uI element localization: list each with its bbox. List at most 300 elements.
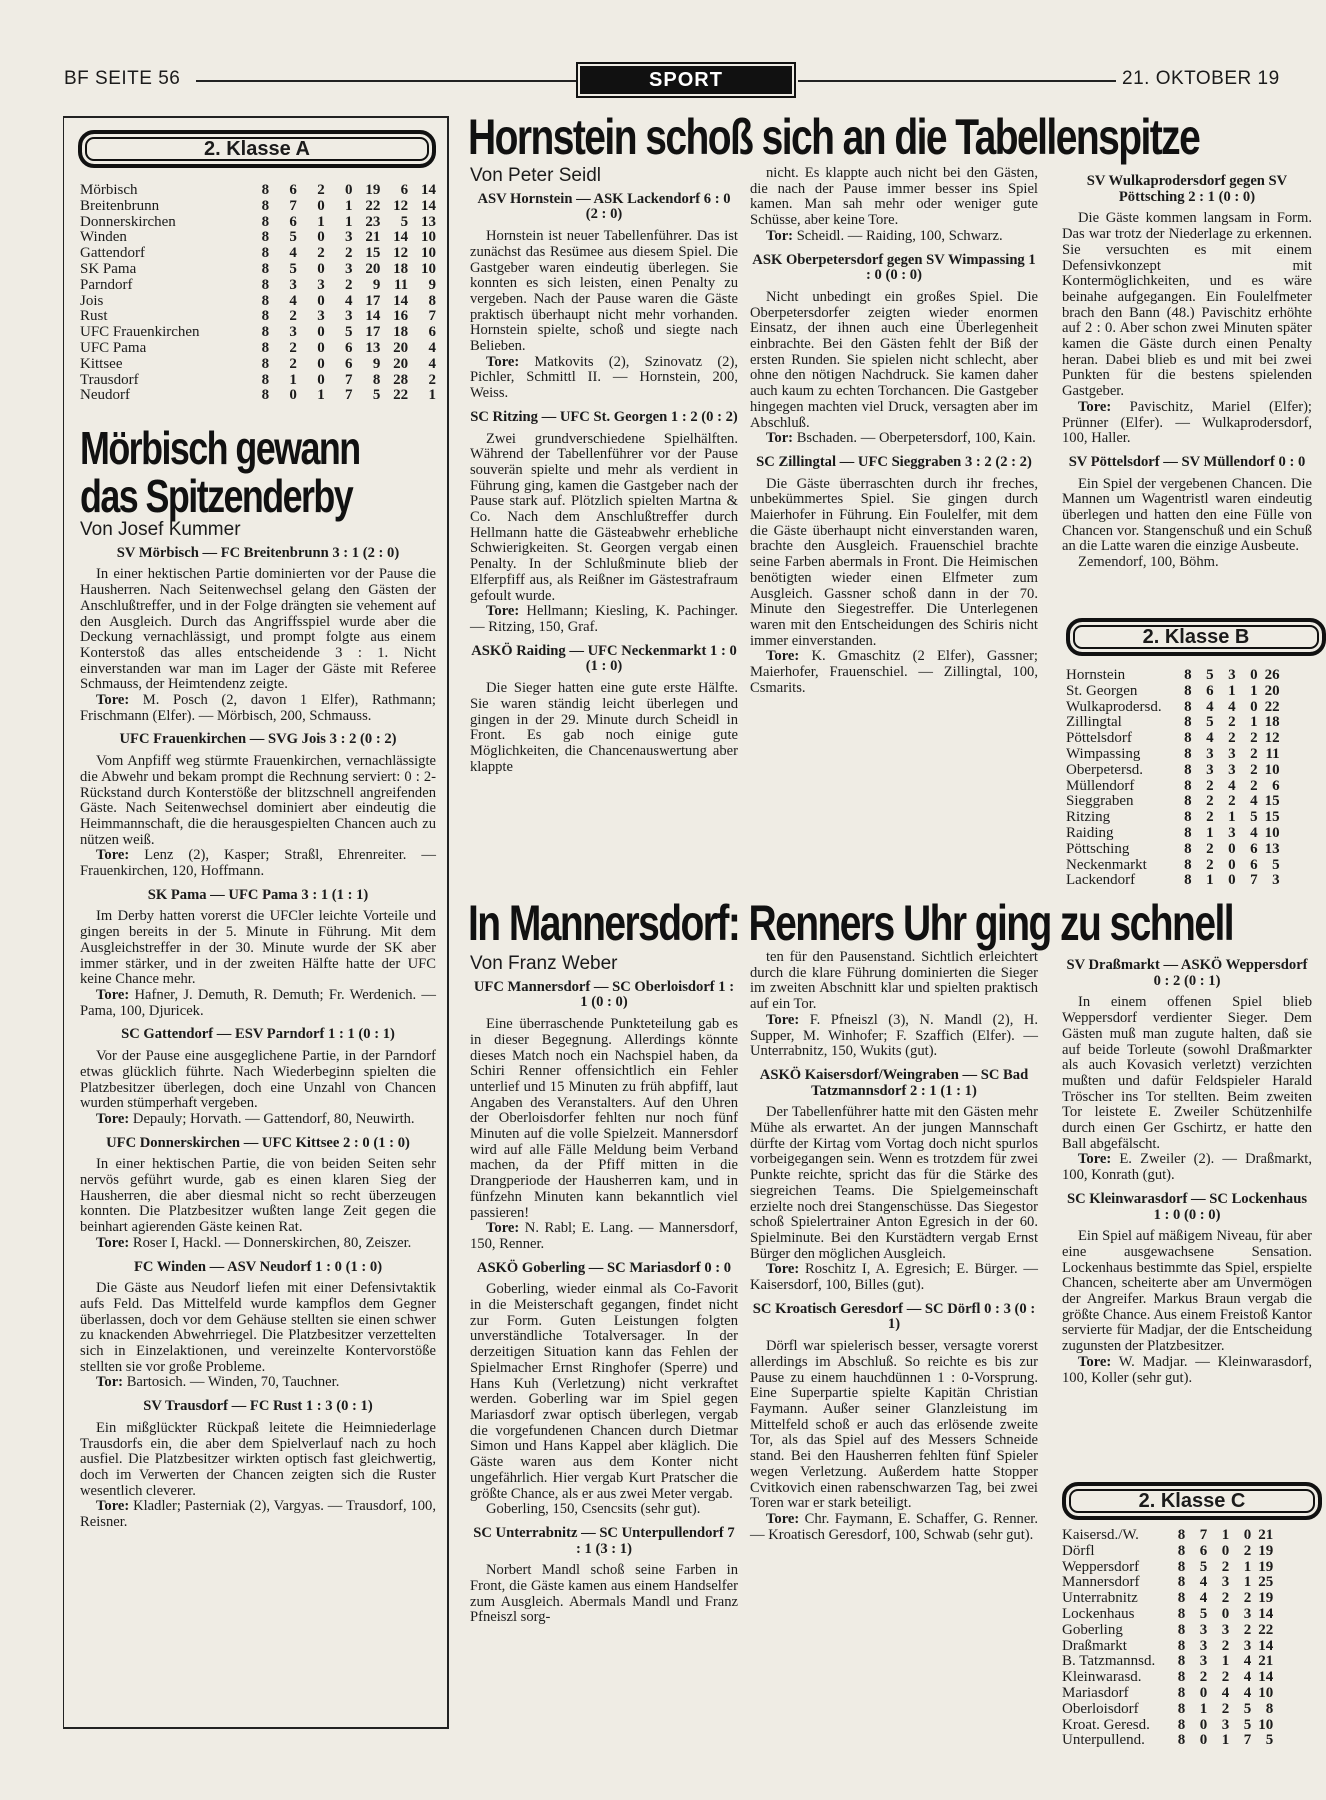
stat-cell: 4 <box>289 245 297 262</box>
stat-cell: 17 <box>365 292 381 309</box>
scorers-text: Chr. Faymann, E. Schaffer, G. Renner. — Kroatisch Geresdorf, 100, Schwab (sehr gut). <box>750 1510 1038 1543</box>
stat-cell: 3 <box>345 229 353 246</box>
stat-cell: 7 <box>289 197 297 214</box>
scorers-line <box>80 693 436 724</box>
scorers-line <box>1062 400 1312 447</box>
scorers-line <box>750 1013 1038 1060</box>
scorers-text: Kladler; Pasterniak (2), Vargyas. — Trausdorf, 100, Reisner. <box>80 1498 436 1531</box>
report-paragraph: Dörfl war spielerisch besser, versagte vorerst allerdings im Abschluß. So reichte es bis zur Pause zu einem hauchdünnen 1 : 0-Vorsprung. Eine Superpartie spielte Kapitän Christian Faymann. Außer seiner Glanzleistung im Mittelfeld schoß er auch das erlösende zweite Tor, als das Spiel auf des Messers Schneide stand. Bei den Hausherren fehlten fünf Spieler wegen Verletzung. Außerdem hatte Stopper Cvitkovich einen rabenschwarzen Tag, bei zwei Toren war er stark beteiligt. <box>750 1338 1038 1512</box>
report-paragraph: Die Sieger hatten eine gute erste Hälfte. Sie waren ständig leicht überlegen und gingen in der 29. Minute durch Scheidl in Front. Es gab noch einige gute Möglichkeiten, die Chancenauswertung aber klappte <box>470 680 738 775</box>
stat-cell: 5 <box>345 324 353 341</box>
match-heading: FC Winden — ASV Neudorf 1 : 0 (1 : 0) <box>133 1258 383 1275</box>
report-paragraph: Der Tabellenführer hatte mit den Gästen mehr Mühe als erwartet. An der jungen Mannschaft dürfte der Kirtag vom Vortag doch nicht spurlos vorbeigegangen sein. Wenn es trotzdem für zwei Punkte reichte, spricht das für die Stärke des siegreichen Teams. Die Spielgemeinschaft erzielte noch drei Stangenschüsse. Das Siegestor schoß Spielertrainer Anton Egresich in der 60. Spielminute. Bei den Kurstädtern vergab Ernst Bürger den möglichen Ausgleich. <box>750 1104 1038 1262</box>
stat-cell: 8 <box>261 260 270 277</box>
stat-cell: 5 <box>289 229 297 246</box>
stat-cell: 2 <box>1228 714 1236 731</box>
team-name: Kroat. Geresd. <box>1062 1716 1150 1733</box>
team-name: Donnerskirchen <box>80 213 176 230</box>
issue-date: 21. OKTOBER 19 <box>1122 68 1280 89</box>
stat-cell: 3 <box>1206 745 1214 762</box>
scorers-line <box>470 604 738 635</box>
standings-row <box>1066 779 1280 795</box>
scorers-line <box>1062 1355 1312 1386</box>
stat-cell: 5 <box>1250 809 1258 826</box>
stat-cell: 8 <box>1184 761 1192 778</box>
stat-cell: 8 <box>1184 856 1192 873</box>
stat-cell: 0 <box>1228 856 1236 873</box>
stat-cell: 10 <box>1264 824 1280 841</box>
stat-cell: 8 <box>1177 1716 1186 1733</box>
stat-cell: 6 <box>289 182 297 198</box>
stat-cell: 3 <box>317 308 325 325</box>
stat-cell: 7 <box>345 387 353 404</box>
stat-cell: 14 <box>365 308 381 325</box>
stat-cell: 3 <box>289 324 297 341</box>
stat-cell: 1 <box>1206 872 1214 889</box>
article-headline-hornstein: Hornstein schoß sich an die Tabellenspitze <box>468 109 1200 165</box>
match-heading: SC Ritzing — UFC St. Georgen 1 : 2 (0 : 2) <box>470 408 738 425</box>
scorers-line <box>750 649 1038 696</box>
stat-cell: 2 <box>1221 1590 1230 1607</box>
section-label: SPORT <box>580 66 792 94</box>
team-name: Raiding <box>1066 824 1114 841</box>
author-byline: Von Josef Kummer <box>80 519 241 540</box>
stat-cell: 10 <box>1264 761 1280 778</box>
scorers-text: Pavischitz, Mariel (Elfer); Prünner (Elfer). — Wulkaprodersdorf, 100, Haller. <box>1062 398 1312 447</box>
match-heading: SV Pöttelsdorf — SV Müllendorf 0 : 0 <box>1068 453 1306 470</box>
stat-cell: 8 <box>261 387 270 404</box>
team-name: Neckenmarkt <box>1066 856 1147 873</box>
stat-cell: 13 <box>365 339 381 356</box>
stat-cell: 19 <box>365 182 381 198</box>
column-klasse-c-3-clip <box>1062 950 1312 1470</box>
stat-cell: 3 <box>1199 1621 1208 1638</box>
stat-cell: 14 <box>421 197 436 214</box>
team-name: Gattendorf <box>80 245 145 262</box>
stat-cell: 1 <box>1228 682 1236 699</box>
stat-cell: 4 <box>1243 1669 1252 1686</box>
scorers-text: Depauly; Horvath. — Gattendorf, 80, Neuwirth. <box>132 1110 415 1127</box>
stat-cell: 8 <box>1177 1527 1186 1543</box>
stat-cell: 0 <box>317 371 325 388</box>
stat-cell: 18 <box>393 324 409 341</box>
stat-cell: 8 <box>1177 1590 1186 1607</box>
stat-cell: 2 <box>1206 809 1214 826</box>
standings-row <box>1066 700 1280 716</box>
team-name: Winden <box>80 229 127 246</box>
scorers-label: Tore: <box>96 1498 130 1515</box>
stat-cell: 8 <box>1184 793 1192 810</box>
standings-row <box>80 278 436 294</box>
report-paragraph: ten für den Pausenstand. Sichtlich erleichtert durch die klare Führung dominierten die Sieger im zweiten Abschnitt klar und spielten praktisch auf ein Tor. <box>750 949 1038 1013</box>
stat-cell: 21 <box>365 229 381 246</box>
stat-cell: 8 <box>261 197 270 214</box>
stat-cell: 8 <box>1184 809 1192 826</box>
stat-cell: 0 <box>317 292 325 309</box>
scorers-label: Tore: <box>486 603 520 620</box>
stat-cell: 6 <box>1272 777 1280 794</box>
stat-cell: 1 <box>289 371 297 388</box>
scorers-line <box>750 1512 1038 1543</box>
stat-cell: 8 <box>1177 1542 1186 1559</box>
scorers-label: Tore: <box>1078 1353 1112 1370</box>
team-name: Parndorf <box>80 276 133 293</box>
stat-cell: 8 <box>261 276 270 293</box>
stat-cell: 0 <box>1250 667 1258 683</box>
scorers-label: Tor: <box>766 430 794 447</box>
stat-cell: 20 <box>1264 682 1280 699</box>
stat-cell: 6 <box>345 339 353 356</box>
stat-cell: 26 <box>1264 667 1280 683</box>
stat-cell: 1 <box>317 387 325 404</box>
stat-cell: 1 <box>1221 1527 1230 1543</box>
stat-cell: 5 <box>1199 1605 1208 1622</box>
stat-cell: 8 <box>1184 698 1192 715</box>
match-heading: ASK Oberpetersdorf gegen SV Wimpassing 1 : 0 (0 : 0) <box>752 251 1036 284</box>
report-paragraph: Goberling, wieder einmal als Co-Favorit in die Meisterschaft gegangen, findet nicht zur Form. Guten Leistungen folgten unverständliche Totalversager. In der derzeitigen Situation kann das Fehlen der Spielmacher Ernst Ringhofer (Sperre) und Hans Kuh (Verletzung) nicht verkraftet werden. Goberling war im Spiel gegen Mariasdorf zwar optisch überlegen, vergab die vorgefundenen Chancen durch Dietmar Simon und Hans Kappel aber kläglich. Die Gäste waren aus dem Konter nicht ungefährlich. Hier vergab Kurt Pratscher die größte Chance, als er aus zwei Meter vergab. <box>470 1281 738 1502</box>
scorers-line <box>80 1375 436 1391</box>
scorers-label: Tore: <box>96 1110 130 1127</box>
stat-cell: 8 <box>1184 777 1192 794</box>
stat-cell: 8 <box>1184 730 1192 747</box>
stat-cell: 8 <box>372 371 381 388</box>
stat-cell: 3 <box>1221 1574 1230 1591</box>
scorers-label: Tore: <box>486 353 520 370</box>
report-paragraph: Goberling, 150, Csencsits (sehr gut). <box>486 1501 701 1518</box>
stat-cell: 5 <box>372 387 381 404</box>
stat-cell: 8 <box>1177 1621 1186 1638</box>
standings-row <box>1062 1591 1273 1607</box>
team-name: Zillingtal <box>1066 714 1122 731</box>
stat-cell: 2 <box>289 339 297 356</box>
stat-cell: 21 <box>1258 1653 1274 1670</box>
stat-cell: 21 <box>1258 1527 1274 1543</box>
stat-cell: 2 <box>1221 1700 1230 1717</box>
stat-cell: 3 <box>1206 761 1214 778</box>
stat-cell: 4 <box>1221 1684 1230 1701</box>
stat-cell: 8 <box>1184 840 1192 857</box>
team-name: SK Pama <box>80 260 137 277</box>
team-name: Unterrabnitz <box>1062 1590 1138 1607</box>
stat-cell: 20 <box>365 260 381 277</box>
standings-row <box>80 230 436 246</box>
stat-cell: 3 <box>1272 872 1280 889</box>
page-label: BF SEITE 56 <box>64 68 181 89</box>
stat-cell: 5 <box>1199 1558 1208 1575</box>
team-name: Jois <box>80 292 104 309</box>
standings-table-klasse-a <box>80 183 436 404</box>
standings-row <box>1066 715 1280 731</box>
team-name: Rust <box>80 308 108 325</box>
stat-cell: 5 <box>1206 667 1214 683</box>
stat-cell: 0 <box>1221 1542 1230 1559</box>
standings-row <box>80 325 436 341</box>
stat-cell: 10 <box>1258 1684 1274 1701</box>
stat-cell: 9 <box>372 355 381 372</box>
scorers-text: Hellmann; Kiesling, K. Pachinger. — Ritzing, 150, Graf. <box>470 603 738 635</box>
stat-cell: 4 <box>1250 793 1258 810</box>
report-paragraph: Die Gäste aus Neudorf liefen mit einer Defensivtaktik aufs Feld. Das Mittelfeld wurde kampflos dem Gegner überlassen, doch vor dem Gehäuse stellten sie einen schwer zu knackenden Abwehrriegel. Die Platzbesitzer verzettelten sich in Einzelaktionen, und vereinzelte Kontervorstöße stellten sie vor große Probleme. <box>80 1280 436 1375</box>
stat-cell: 2 <box>289 355 297 372</box>
stat-cell: 0 <box>1228 840 1236 857</box>
stat-cell: 4 <box>289 292 297 309</box>
report-paragraph: In einem offenen Spiel blieb Weppersdorf verdienter Sieger. Dem Gästen muß man zugute halten, daß sie auf beide Torleute (sowohl Draßmarkter als auch Kovasich verletzt) verzichten mußten und dafür Feldspieler Harald Tröscher ins Tor stellten. Beim zweiten Tor leistete E. Zweiler Schützenhilfe durch einen Ger Gschirtz, er hatte den Ball abgefälscht. <box>1062 994 1312 1152</box>
stat-cell: 8 <box>1177 1732 1186 1749</box>
stat-cell: 4 <box>428 339 436 356</box>
stat-cell: 9 <box>428 276 436 293</box>
stat-cell: 0 <box>317 339 325 356</box>
match-heading: ASKÖ Goberling — SC Mariasdorf 0 : 0 <box>476 1259 732 1276</box>
scorers-text: Roschitz I, A. Egresich; E. Bürger. — Kaisersdorf, 100, Billes (gut). <box>750 1261 1038 1294</box>
scorers-text: F. Pfneiszl (3), N. Mandl (2), H. Supper, M. Winhofer; F. Szaffich (Elfer). — Unterrabnitz, 150, Wukits (gut). <box>750 1011 1038 1060</box>
team-name: Müllendorf <box>1066 777 1135 794</box>
stat-cell: 3 <box>1243 1605 1252 1622</box>
match-heading: SC Zillingtal — UFC Sieggraben 3 : 2 (2 : 2) <box>756 453 1032 470</box>
stat-cell: 8 <box>261 213 270 230</box>
stat-cell: 4 <box>1206 698 1214 715</box>
stat-cell: 10 <box>421 229 436 246</box>
scorers-text: K. Gmaschitz (2 Elfer), Gassner; Maierhofer, Frauenschiel. — Zillingtal, 100, Csmarits. <box>750 648 1038 696</box>
report-paragraph: Im Derby hatten vorerst die UFCler leichte Vorteile und gingen bereits in der 5. Minute in Führung. Mit dem Ausgleichstreffer in der 30. Minute wurde der SK aber immer stärker, und in der zweiten Hälfte hatte der UFC keine Chance mehr. <box>80 908 436 988</box>
stat-cell: 2 <box>1199 1669 1208 1686</box>
stat-cell: 22 <box>365 197 381 214</box>
stat-cell: 3 <box>345 260 353 277</box>
team-name: Lackendorf <box>1066 872 1136 889</box>
scorers-text: Lenz (2), Kasper; Straßl, Ehrenreiter. — Frauenkirchen, 120, Hoffmann. <box>80 847 436 880</box>
stat-cell: 19 <box>1258 1558 1274 1575</box>
match-heading: SC Gattendorf — ESV Parndorf 1 : 1 (0 : 1) <box>121 1026 395 1043</box>
scorers-line <box>750 229 1038 245</box>
match-heading: SV Wulkaprodersdorf gegen SV Pöttsching 2 : 1 (0 : 0) <box>1086 173 1288 205</box>
stat-cell: 8 <box>1184 824 1192 841</box>
stat-cell: 1 <box>317 213 325 230</box>
team-name: Trausdorf <box>80 371 139 388</box>
match-heading: SC Kleinwarasdorf — SC Lockenhaus 1 : 0 (0 : 0) <box>1066 1190 1308 1223</box>
report-paragraph: Vor der Pause eine ausgeglichene Partie, in der Parndorf etwas glücklich führte. Nach Wiederbeginn spielten die Platzbesitzer überlegen, doch eine Unzahl von Chancen wurden stümperhaft vergeben. <box>80 1048 436 1112</box>
standings-row <box>1066 747 1280 763</box>
stat-cell: 8 <box>1177 1637 1186 1654</box>
stat-cell: 4 <box>1199 1574 1208 1591</box>
match-heading: ASV Hornstein — ASK Lackendorf 6 : 0 (2 : 0) <box>477 190 731 223</box>
stat-cell: 2 <box>1206 856 1214 873</box>
scorers-label: Tore: <box>766 1261 800 1278</box>
match-heading: SV Trausdorf — FC Rust 1 : 3 (0 : 1) <box>143 1398 373 1415</box>
stat-cell: 4 <box>1206 730 1214 747</box>
stat-cell: 9 <box>372 276 381 293</box>
standings-row <box>80 183 436 199</box>
standings-row <box>80 388 436 404</box>
standings-row <box>80 341 436 357</box>
stat-cell: 1 <box>1221 1732 1230 1749</box>
stat-cell: 8 <box>261 182 270 198</box>
stat-cell: 5 <box>1243 1700 1252 1717</box>
author-byline: Von Franz Weber <box>470 953 618 974</box>
team-name: Mariasdorf <box>1062 1684 1129 1701</box>
match-heading: SV Mörbisch — FC Breitenbrunn 3 : 1 (2 : 0) <box>116 544 400 561</box>
standings-row <box>1062 1686 1273 1702</box>
stat-cell: 0 <box>1228 872 1236 889</box>
team-name: Mörbisch <box>80 182 138 198</box>
stat-cell: 17 <box>365 324 381 341</box>
stat-cell: 7 <box>428 308 436 325</box>
stat-cell: 10 <box>421 260 436 277</box>
report-paragraph: In einer hektischen Partie dominierten vor der Pause die Hausherren. Nach Seitenwechsel gelang den Gästen der Anschlußtreffer, und in der Folge drängten sie vehement auf den Ausgleich. Durch das Angriffsspiel wurde aber die Deckung vernachlässigt, und prompt folgte aus einem Konterstoß das alles entscheidende 3 : 1. Nicht einverstanden war man im Lager der Gäste mit Referee Schmauss, der Heimtendenz zeigte. <box>80 566 436 693</box>
scorers-text: W. Madjar. — Kleinwarasdorf, 100, Koller (sehr gut). <box>1062 1353 1312 1386</box>
column-klasse-c-3 <box>1062 950 1312 1386</box>
scorers-label: Tor: <box>766 227 794 244</box>
stat-cell: 1 <box>1243 1574 1252 1591</box>
stat-cell: 8 <box>1177 1558 1186 1575</box>
stat-cell: 2 <box>1228 730 1236 747</box>
stat-cell: 8 <box>261 229 270 246</box>
standings-row <box>1062 1639 1273 1655</box>
stat-cell: 8 <box>1184 667 1192 683</box>
scorers-label: Tore: <box>96 692 130 709</box>
stat-cell: 8 <box>261 339 270 356</box>
stat-cell: 8 <box>261 292 270 309</box>
report-paragraph: Die Gäste überraschten durch ihr freches, unbekümmertes Spiel. Sie gingen durch Maierhofer in Führung. Ein Foulelfer, mit dem die Gäste überhaupt nicht einverstanden waren, brachte den Ausgleich. Frauenschiel brachte seine Farben abermals in Front. Die Heimischen benötigten wieder einen Elfmeter zum Ausgleich. Gassner schoß dann in der 70. Minute den Siegestreffer. Die Unterlegenen waren mit den Entscheidungen des Schiris nicht immer einverstanden. <box>750 475 1038 649</box>
stat-cell: 3 <box>1228 745 1236 762</box>
stat-cell: 2 <box>1250 730 1258 747</box>
team-name: Oberpetersd. <box>1066 761 1144 778</box>
stat-cell: 13 <box>421 213 436 230</box>
standings-row <box>1066 858 1280 874</box>
stat-cell: 0 <box>289 387 297 404</box>
article-headline-moerbisch <box>80 424 360 520</box>
stat-cell: 28 <box>393 371 409 388</box>
stat-cell: 14 <box>1258 1605 1274 1622</box>
stat-cell: 4 <box>1228 698 1236 715</box>
team-name: Sieggraben <box>1066 793 1134 810</box>
report-paragraph: Ein Spiel auf mäßigem Niveau, für aber eine ausgewachsene Sensation. Lockenhaus bestimmte das Spiel, erspielte Chancen, scheiterte aber am Unvermögen der Angreifer. Markus Braun vergab die größte Chance. Aus einem Freistoß Kantor servierte für Madjar, der die Entscheidung zugunsten der Platzbesitzer. <box>1062 1228 1312 1355</box>
header-rule-left <box>196 80 576 82</box>
scorers-label: Tore: <box>486 1220 520 1237</box>
headline-line: das Spitzenderby <box>80 470 353 522</box>
stat-cell: 1 <box>345 197 353 214</box>
standings-row <box>1062 1702 1273 1718</box>
team-name: Draßmarkt <box>1062 1637 1127 1654</box>
stat-cell: 6 <box>428 324 436 341</box>
team-name: Kittsee <box>80 355 123 372</box>
stat-cell: 14 <box>393 229 409 246</box>
stat-cell: 1 <box>345 213 353 230</box>
scorers-label: Tore: <box>766 1510 800 1527</box>
stat-cell: 7 <box>1250 872 1258 889</box>
team-name: Oberloisdorf <box>1062 1700 1139 1717</box>
team-name: Neudorf <box>80 387 130 404</box>
stat-cell: 15 <box>1264 809 1280 826</box>
stat-cell: 15 <box>1264 793 1280 810</box>
stat-cell: 6 <box>1250 856 1258 873</box>
stat-cell: 8 <box>1177 1669 1186 1686</box>
stat-cell: 22 <box>1258 1621 1274 1638</box>
stat-cell: 14 <box>393 292 409 309</box>
stat-cell: 18 <box>1264 714 1280 731</box>
standings-row <box>1062 1718 1273 1734</box>
stat-cell: 0 <box>1199 1684 1208 1701</box>
column-moerbisch-reports <box>80 519 436 1531</box>
stat-cell: 0 <box>317 324 325 341</box>
stat-cell: 6 <box>289 213 297 230</box>
team-name: Hornstein <box>1066 667 1126 683</box>
stat-cell: 2 <box>1221 1637 1230 1654</box>
stat-cell: 2 <box>289 308 297 325</box>
standings-row <box>80 357 436 373</box>
team-name: Unterpullend. <box>1062 1732 1145 1749</box>
stat-cell: 8 <box>1184 872 1192 889</box>
stat-cell: 5 <box>1206 714 1214 731</box>
stat-cell: 3 <box>289 276 297 293</box>
match-heading: SC Unterrabnitz — SC Unterpullendorf 7 : 1 (3 : 1) <box>473 1524 735 1557</box>
stat-cell: 5 <box>1243 1716 1252 1733</box>
stat-cell: 8 <box>261 324 270 341</box>
stat-cell: 4 <box>1243 1653 1252 1670</box>
standings-row <box>1062 1544 1273 1560</box>
standings-row <box>1066 684 1280 700</box>
stat-cell: 8 <box>1177 1574 1186 1591</box>
scorers-text: Matkovits (2), Szinovatz (2), Pichler, Schmittl II. — Hornstein, 200, Weiss. <box>470 353 738 402</box>
stat-cell: 2 <box>1206 777 1214 794</box>
stat-cell: 8 <box>1184 745 1192 762</box>
scorers-text: Roser I, Hackl. — Donnerskirchen, 80, Zeiszer. <box>132 1234 412 1251</box>
stat-cell: 1 <box>1221 1653 1230 1670</box>
team-name: Wulkaprodersd. <box>1066 698 1162 715</box>
stat-cell: 0 <box>1243 1527 1252 1543</box>
scorers-text: N. Rabl; E. Lang. — Mannersdorf, 150, Renner. <box>470 1220 738 1252</box>
standings-row <box>1062 1733 1273 1749</box>
team-name: Goberling <box>1062 1621 1123 1638</box>
stat-cell: 19 <box>1258 1542 1274 1559</box>
stat-cell: 13 <box>1264 840 1280 857</box>
stat-cell: 3 <box>1243 1637 1252 1654</box>
team-name: Dörfl <box>1062 1542 1095 1559</box>
match-heading: ASKÖ Kaisersdorf/Weingraben — SC Bad Tatzmannsdorf 2 : 1 (1 : 1) <box>759 1066 1029 1099</box>
report-paragraph: Ein Spiel der vergebenen Chancen. Die Mannen um Wagentristl waren eindeutig überlegen und hatten den eine Fülle von Chancen vor. Stangenschuß und ein Schuß an die Latte waren die einzige Ausbeute. <box>1062 475 1312 555</box>
scorers-line <box>470 355 738 402</box>
standings-row <box>1062 1528 1273 1544</box>
stat-cell: 3 <box>317 276 325 293</box>
stat-cell: 14 <box>421 182 436 198</box>
stat-cell: 11 <box>393 276 409 293</box>
report-paragraph: Zemendorf, 100, Böhm. <box>1078 554 1219 571</box>
table-b-title: 2. Klasse B <box>1066 618 1326 656</box>
scorers-line <box>80 1112 436 1128</box>
report-paragraph: In einer hektischen Partie, die von beiden Seiten sehr nervös geführt wurde, gab es einen klaren Sieg der Hausherren, die aber diesmal nicht so recht überzeugen konnten. Die Platzbesitzer wußten lange Zeit gegen die beinhart agierenden Gäste keinen Rat. <box>80 1156 436 1236</box>
stat-cell: 1 <box>1199 1700 1208 1717</box>
scorers-text: Scheidl. — Raiding, 100, Schwarz. <box>796 227 1003 244</box>
stat-cell: 8 <box>261 355 270 372</box>
report-paragraph: Norbert Mandl schoß seine Farben in Front, die Gäste kamen aus einem Handselfer zum Ausgleich. Abermals Mandl und Franz Pfneiszl sorg- <box>470 1562 738 1626</box>
column-klasse-b-3 <box>1062 166 1312 571</box>
stat-cell: 2 <box>1250 745 1258 762</box>
match-heading: UFC Donnerskirchen — UFC Kittsee 2 : 0 (1 : 0) <box>106 1134 410 1151</box>
standings-row <box>1062 1560 1273 1576</box>
team-name: Weppersdorf <box>1062 1558 1140 1575</box>
team-name: Breitenbrunn <box>80 197 160 214</box>
stat-cell: 12 <box>393 197 409 214</box>
standings-table-klasse-b <box>1066 668 1280 889</box>
stat-cell: 4 <box>1228 777 1236 794</box>
stat-cell: 0 <box>1199 1732 1208 1749</box>
stat-cell: 1 <box>1243 1558 1252 1575</box>
stat-cell: 6 <box>400 182 409 198</box>
stat-cell: 5 <box>1272 856 1280 873</box>
standings-row <box>1066 668 1280 684</box>
stat-cell: 7 <box>345 371 353 388</box>
stat-cell: 3 <box>1228 824 1236 841</box>
stat-cell: 2 <box>1206 840 1214 857</box>
stat-cell: 8 <box>1177 1684 1186 1701</box>
